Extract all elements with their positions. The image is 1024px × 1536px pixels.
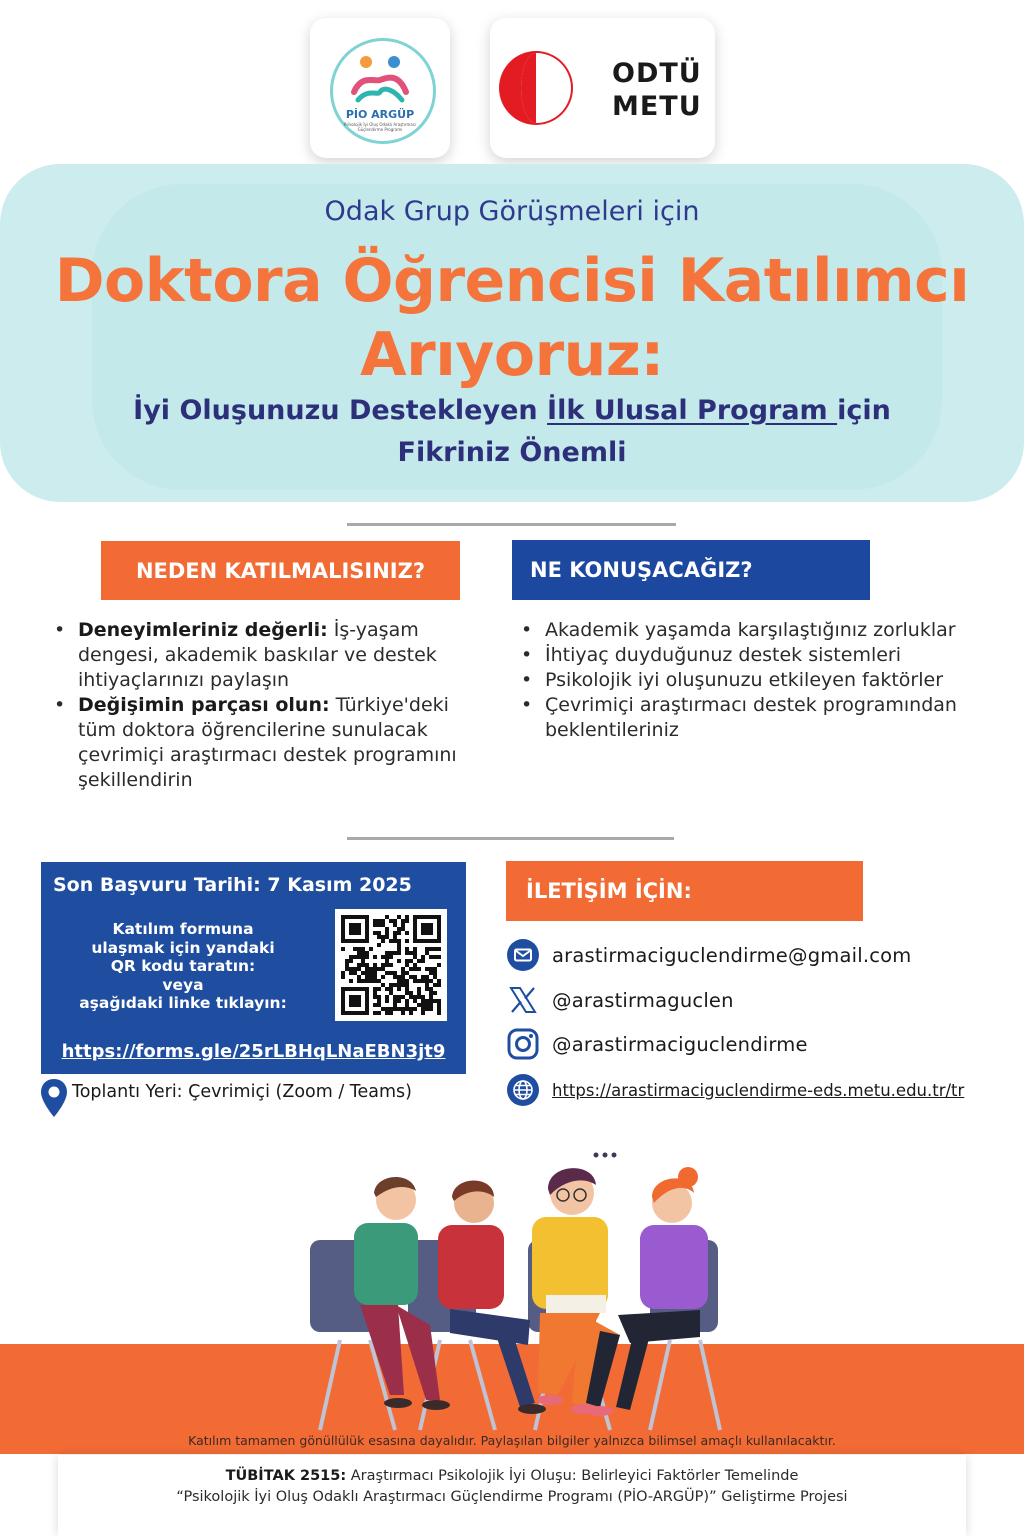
metu-logo-metu: METU [612,91,702,122]
qr-module [381,919,385,923]
qr-module [385,927,389,931]
qr-module [397,947,401,951]
qr-module [373,1011,377,1015]
qr-module [389,1011,393,1015]
qr-module [393,951,397,955]
qr-module [373,975,377,979]
qr-module [433,991,437,995]
qr-module [361,979,365,983]
qr-module [381,955,385,959]
qr-module [417,991,421,995]
qr-module [393,1003,397,1007]
qr-module [381,1007,385,1011]
qr-module [385,951,389,955]
qr-module [405,947,409,951]
metu-emblem-icon [498,50,574,126]
qr-module [389,951,393,955]
project-line-1 [58,1466,966,1487]
qr-module [361,947,365,951]
qr-module [433,983,437,987]
qr-module [429,987,433,991]
qr-module [373,963,377,967]
qr-module [417,967,421,971]
qr-module [397,927,401,931]
qr-module [429,979,433,983]
title-line-1: Doktora Öğrencisi Katılımcı [54,246,970,316]
contact-instagram-row[interactable] [506,1027,808,1061]
subtitle-line-1 [0,390,1024,432]
qr-module [357,955,361,959]
qr-module [361,955,365,959]
project-info [58,1466,966,1508]
qr-module [349,967,353,971]
list-item [54,618,484,693]
qr-module [421,955,425,959]
qr-module [401,967,405,971]
contact-email-row[interactable] [506,938,912,972]
instruction-line: veya [162,975,204,994]
qr-module [405,971,409,975]
project-line-1-text: Araştırmacı Psikolojik İyi Oluşu: Belirleyici Faktörler Temelinde [346,1468,799,1484]
qr-module [429,971,433,975]
qr-module [361,959,365,963]
qr-module [365,955,369,959]
qr-module [401,919,405,923]
qr-module [377,995,381,999]
qr-module [433,947,437,951]
why-item-1-bold: Deneyimleriniz değerli: [78,619,328,641]
qr-module [409,1007,413,1011]
qr-module [349,971,353,975]
qr-module [381,939,385,943]
qr-module [341,975,345,979]
qr-module [373,971,377,975]
qr-module [385,931,389,935]
qr-module [381,963,385,967]
qr-module [381,935,385,939]
qr-module [421,999,425,1003]
qr-module [429,999,433,1003]
qr-module [385,999,389,1003]
qr-module [401,1011,405,1015]
qr-module [377,987,381,991]
qr-module [425,979,429,983]
qr-module [369,975,373,979]
subtitle-part-2: için [837,395,891,426]
pio-logo-subtitle: Psikolojik İyi Oluş Odaklı Araştırmacı Güçlendirme Programı [343,122,417,132]
divider-middle [347,837,674,840]
qr-module [413,955,417,959]
qr-module [405,1007,409,1011]
qr-module [345,967,349,971]
qr-module [393,983,397,987]
qr-module [437,1007,441,1011]
qr-module [425,967,429,971]
form-instructions [52,920,314,1013]
qr-module [377,935,381,939]
qr-module [393,919,397,923]
why-item-1-text: İş-yaşam dengesi, akademik baskılar ve destek ihtiyaçlarınızı paylaşın [78,619,437,691]
qr-module [397,979,401,983]
qr-module [433,967,437,971]
qr-module [385,987,389,991]
qr-module [397,983,401,987]
pio-logo-name: PİO ARGÜP [345,108,415,121]
qr-finder-center [349,923,361,935]
qr-module [373,919,377,923]
qr-module [373,955,377,959]
qr-module [357,951,361,955]
mail-icon [506,938,540,972]
qr-module [405,1003,409,1007]
qr-module [389,955,393,959]
qr-module [357,947,361,951]
participation-disclaimer: Katılım tamamen gönüllülük esasına dayalıdır. Paylaşılan bilgiler yalnızca bilimsel amaçlı kullanılacaktır. [188,1433,836,1448]
qr-module [373,1003,377,1007]
qr-module [377,943,381,947]
subtitle-part-1: İyi Oluşunuzu Destekleyen [133,395,548,426]
qr-module [341,971,345,975]
qr-module [385,995,389,999]
topics-heading: NE KONUŞACAĞIZ? [512,540,870,600]
qr-module [361,963,365,967]
qr-finder-center [421,923,433,935]
qr-module [353,955,357,959]
qr-module [393,939,397,943]
qr-module [409,1011,413,1015]
qr-module [413,979,417,983]
contact-website[interactable]: https://arastirmaciguclendirme-eds.metu.edu.tr/tr [552,1080,965,1100]
qr-module [413,995,417,999]
qr-module [401,983,405,987]
qr-module [417,1003,421,1007]
qr-module [405,931,409,935]
instruction-line: ulaşmak için yandaki [91,938,275,957]
qr-module [373,923,377,927]
qr-module [397,975,401,979]
qr-module [381,983,385,987]
qr-module [373,995,377,999]
qr-module [401,975,405,979]
instruction-line: Katılım formuna [112,920,254,938]
subtitle-underlined: İlk Ulusal Program [547,395,838,426]
qr-module [425,999,429,1003]
qr-module [361,971,365,975]
qr-module [437,963,441,967]
qr-module [413,1007,417,1011]
qr-module [425,1007,429,1011]
why-item-2-bold: Değişimin parçası olun: [78,694,330,716]
qr-module [409,995,413,999]
qr-module [393,971,397,975]
qr-module [421,995,425,999]
contact-instagram[interactable]: @arastirmaciguclendirme [552,1032,808,1056]
contact-heading: İLETİŞİM İÇİN: [506,861,863,921]
qr-module [353,947,357,951]
qr-module [349,955,353,959]
contact-x-row[interactable] [506,983,734,1017]
x-logo-icon [506,983,540,1017]
qr-module [405,939,409,943]
instagram-icon [506,1027,540,1061]
qr-module [429,1007,433,1011]
qr-module [357,963,361,967]
instruction-line: aşağıdaki linke tıklayın: [79,994,287,1012]
qr-module [397,915,401,919]
qr-module [397,1007,401,1011]
qr-module [409,991,413,995]
list-item: • Psikolojik iyi oluşunuzu etkileyen faktörler [521,668,961,693]
qr-module [385,1011,389,1015]
qr-module [433,955,437,959]
pio-argup-logo [310,18,450,158]
qr-module [397,987,401,991]
qr-module [345,959,349,963]
qr-module [397,931,401,935]
header-kicker: Odak Grup Görüşmeleri için [324,196,700,227]
qr-module [413,967,417,971]
qr-module [425,983,429,987]
qr-module [353,967,357,971]
qr-module [377,923,381,927]
qr-module [373,987,377,991]
qr-module [401,971,405,975]
qr-module [393,995,397,999]
qr-module [405,951,409,955]
qr-module [389,939,393,943]
qr-module [373,991,377,995]
qr-module [393,1007,397,1011]
meeting-location: Toplantı Yeri: Çevrimiçi (Zoom / Teams) [72,1082,412,1102]
qr-module [345,963,349,967]
qr-module [421,1011,425,1015]
qr-module [393,975,397,979]
form-link[interactable]: https://forms.gle/25rLBHqLNaEBN3jt9 [61,1041,446,1062]
pio-people-icon [348,52,412,108]
qr-module [437,1011,441,1015]
qr-module [405,999,409,1003]
qr-module [389,1007,393,1011]
qr-module [429,955,433,959]
qr-module [405,991,409,995]
deadline-text: Son Başvuru Tarihi: 7 Kasım 2025 [53,874,412,896]
qr-module [429,991,433,995]
list-item: • Çevrimiçi araştırmacı destek programından beklentileriniz [521,693,961,743]
qr-module [409,967,413,971]
qr-module [369,967,373,971]
qr-module [377,999,381,1003]
qr-module [429,1003,433,1007]
qr-module [377,979,381,983]
qr-module [365,975,369,979]
qr-module [349,979,353,983]
qr-module [429,967,433,971]
qr-module [405,915,409,919]
page-title [0,244,1024,392]
contact-x-handle[interactable]: @arastirmaguclen [552,988,734,1012]
qr-module [417,995,421,999]
qr-module [397,995,401,999]
qr-module [437,955,441,959]
qr-module [405,959,409,963]
globe-icon [506,1073,540,1107]
qr-module [369,971,373,975]
qr-module [381,923,385,927]
qr-module [341,947,345,951]
qr-module [377,967,381,971]
qr-module [401,979,405,983]
qr-module [405,979,409,983]
qr-module [413,999,417,1003]
qr-module [357,967,361,971]
qr-module [437,999,441,1003]
qr-module [377,919,381,923]
qr-module [389,963,393,967]
qr-module [353,971,357,975]
qr-module [385,963,389,967]
subtitle-line-2: Fikriniz Önemli [397,437,627,468]
qr-module [385,955,389,959]
qr-module [385,915,389,919]
qr-module [401,1007,405,1011]
qr-module [365,971,369,975]
qr-module [429,947,433,951]
qr-module [389,919,393,923]
qr-module [389,987,393,991]
qr-module [425,987,429,991]
why-heading: NEDEN KATILMALISINIZ? [101,541,460,600]
qr-module [437,947,441,951]
qr-module [433,975,437,979]
divider-top [347,523,676,526]
qr-module [425,975,429,979]
contact-email[interactable]: arastirmaciguclendirme@gmail.com [552,943,912,967]
qr-module [397,939,401,943]
qr-module [421,1007,425,1011]
qr-module [425,1003,429,1007]
qr-module [421,975,425,979]
qr-module [397,943,401,947]
qr-module [433,999,437,1003]
qr-module [405,983,409,987]
list-item [54,693,484,793]
project-line-2: “Psikolojik İyi Oluş Odaklı Araştırmacı Güçlendirme Programı (PİO-ARGÜP)” Geliştirme Projesi [176,1489,848,1505]
qr-module [393,931,397,935]
qr-module [393,935,397,939]
group-discussion-illustration [300,1145,730,1435]
qr-module [397,959,401,963]
qr-module [409,951,413,955]
qr-module [421,979,425,983]
page-subtitle [0,390,1024,474]
qr-module [413,947,417,951]
qr-module [401,995,405,999]
qr-module [385,959,389,963]
qr-module [361,951,365,955]
location-pin-icon [40,1078,68,1118]
why-list [54,618,484,793]
qr-module [401,927,405,931]
qr-module [429,995,433,999]
qr-module [405,919,409,923]
qr-module [405,987,409,991]
qr-module [393,923,397,927]
qr-module [369,947,373,951]
qr-module [397,999,401,1003]
metu-logo [490,18,715,158]
qr-module [365,979,369,983]
qr-module [437,979,441,983]
qr-module [357,979,361,983]
why-item-2-text: Türkiye'deki tüm doktora öğrencilerine sunulacak çevrimiçi araştırmacı destek programını şekillendirin [78,694,457,791]
qr-module [389,983,393,987]
qr-module [413,975,417,979]
qr-module [377,1011,381,1015]
qr-module [385,971,389,975]
qr-module [401,923,405,927]
qr-module [365,951,369,955]
qr-module [409,959,413,963]
list-item: • Akademik yaşamda karşılaştığınız zorluklar [521,618,961,643]
qr-code-graphic [335,909,447,1021]
qr-module [421,1003,425,1007]
qr-module [385,935,389,939]
project-funder: TÜBİTAK 2515: [225,1468,347,1484]
qr-module [425,951,429,955]
qr-module [425,947,429,951]
qr-module [381,967,385,971]
qr-module [437,983,441,987]
qr-code-icon[interactable] [335,909,447,1021]
qr-module [385,1007,389,1011]
qr-module [365,967,369,971]
qr-finder-center [349,995,361,1007]
qr-module [405,963,409,967]
qr-module [409,975,413,979]
qr-module [421,959,425,963]
qr-module [389,991,393,995]
title-line-2: Arıyoruz: [360,320,664,390]
instruction-line: QR kodu taratın: [110,957,256,975]
qr-module [377,931,381,935]
qr-module [393,999,397,1003]
qr-module [397,951,401,955]
qr-module [381,975,385,979]
qr-module [413,951,417,955]
qr-module [417,959,421,963]
qr-module [357,975,361,979]
qr-module [389,971,393,975]
metu-logo-odtu: ODTÜ [612,58,702,89]
qr-module [373,979,377,983]
qr-module [349,959,353,963]
qr-module [377,1003,381,1007]
qr-module [417,979,421,983]
qr-module [433,971,437,975]
topics-list [521,618,961,743]
qr-module [413,963,417,967]
contact-website-row[interactable] [506,1073,964,1107]
list-item: • İhtiyaç duyduğunuz destek sistemleri [521,643,961,668]
qr-module [369,979,373,983]
qr-module [417,987,421,991]
qr-module [437,1003,441,1007]
qr-module [365,963,369,967]
qr-module [373,931,377,935]
qr-module [373,967,377,971]
